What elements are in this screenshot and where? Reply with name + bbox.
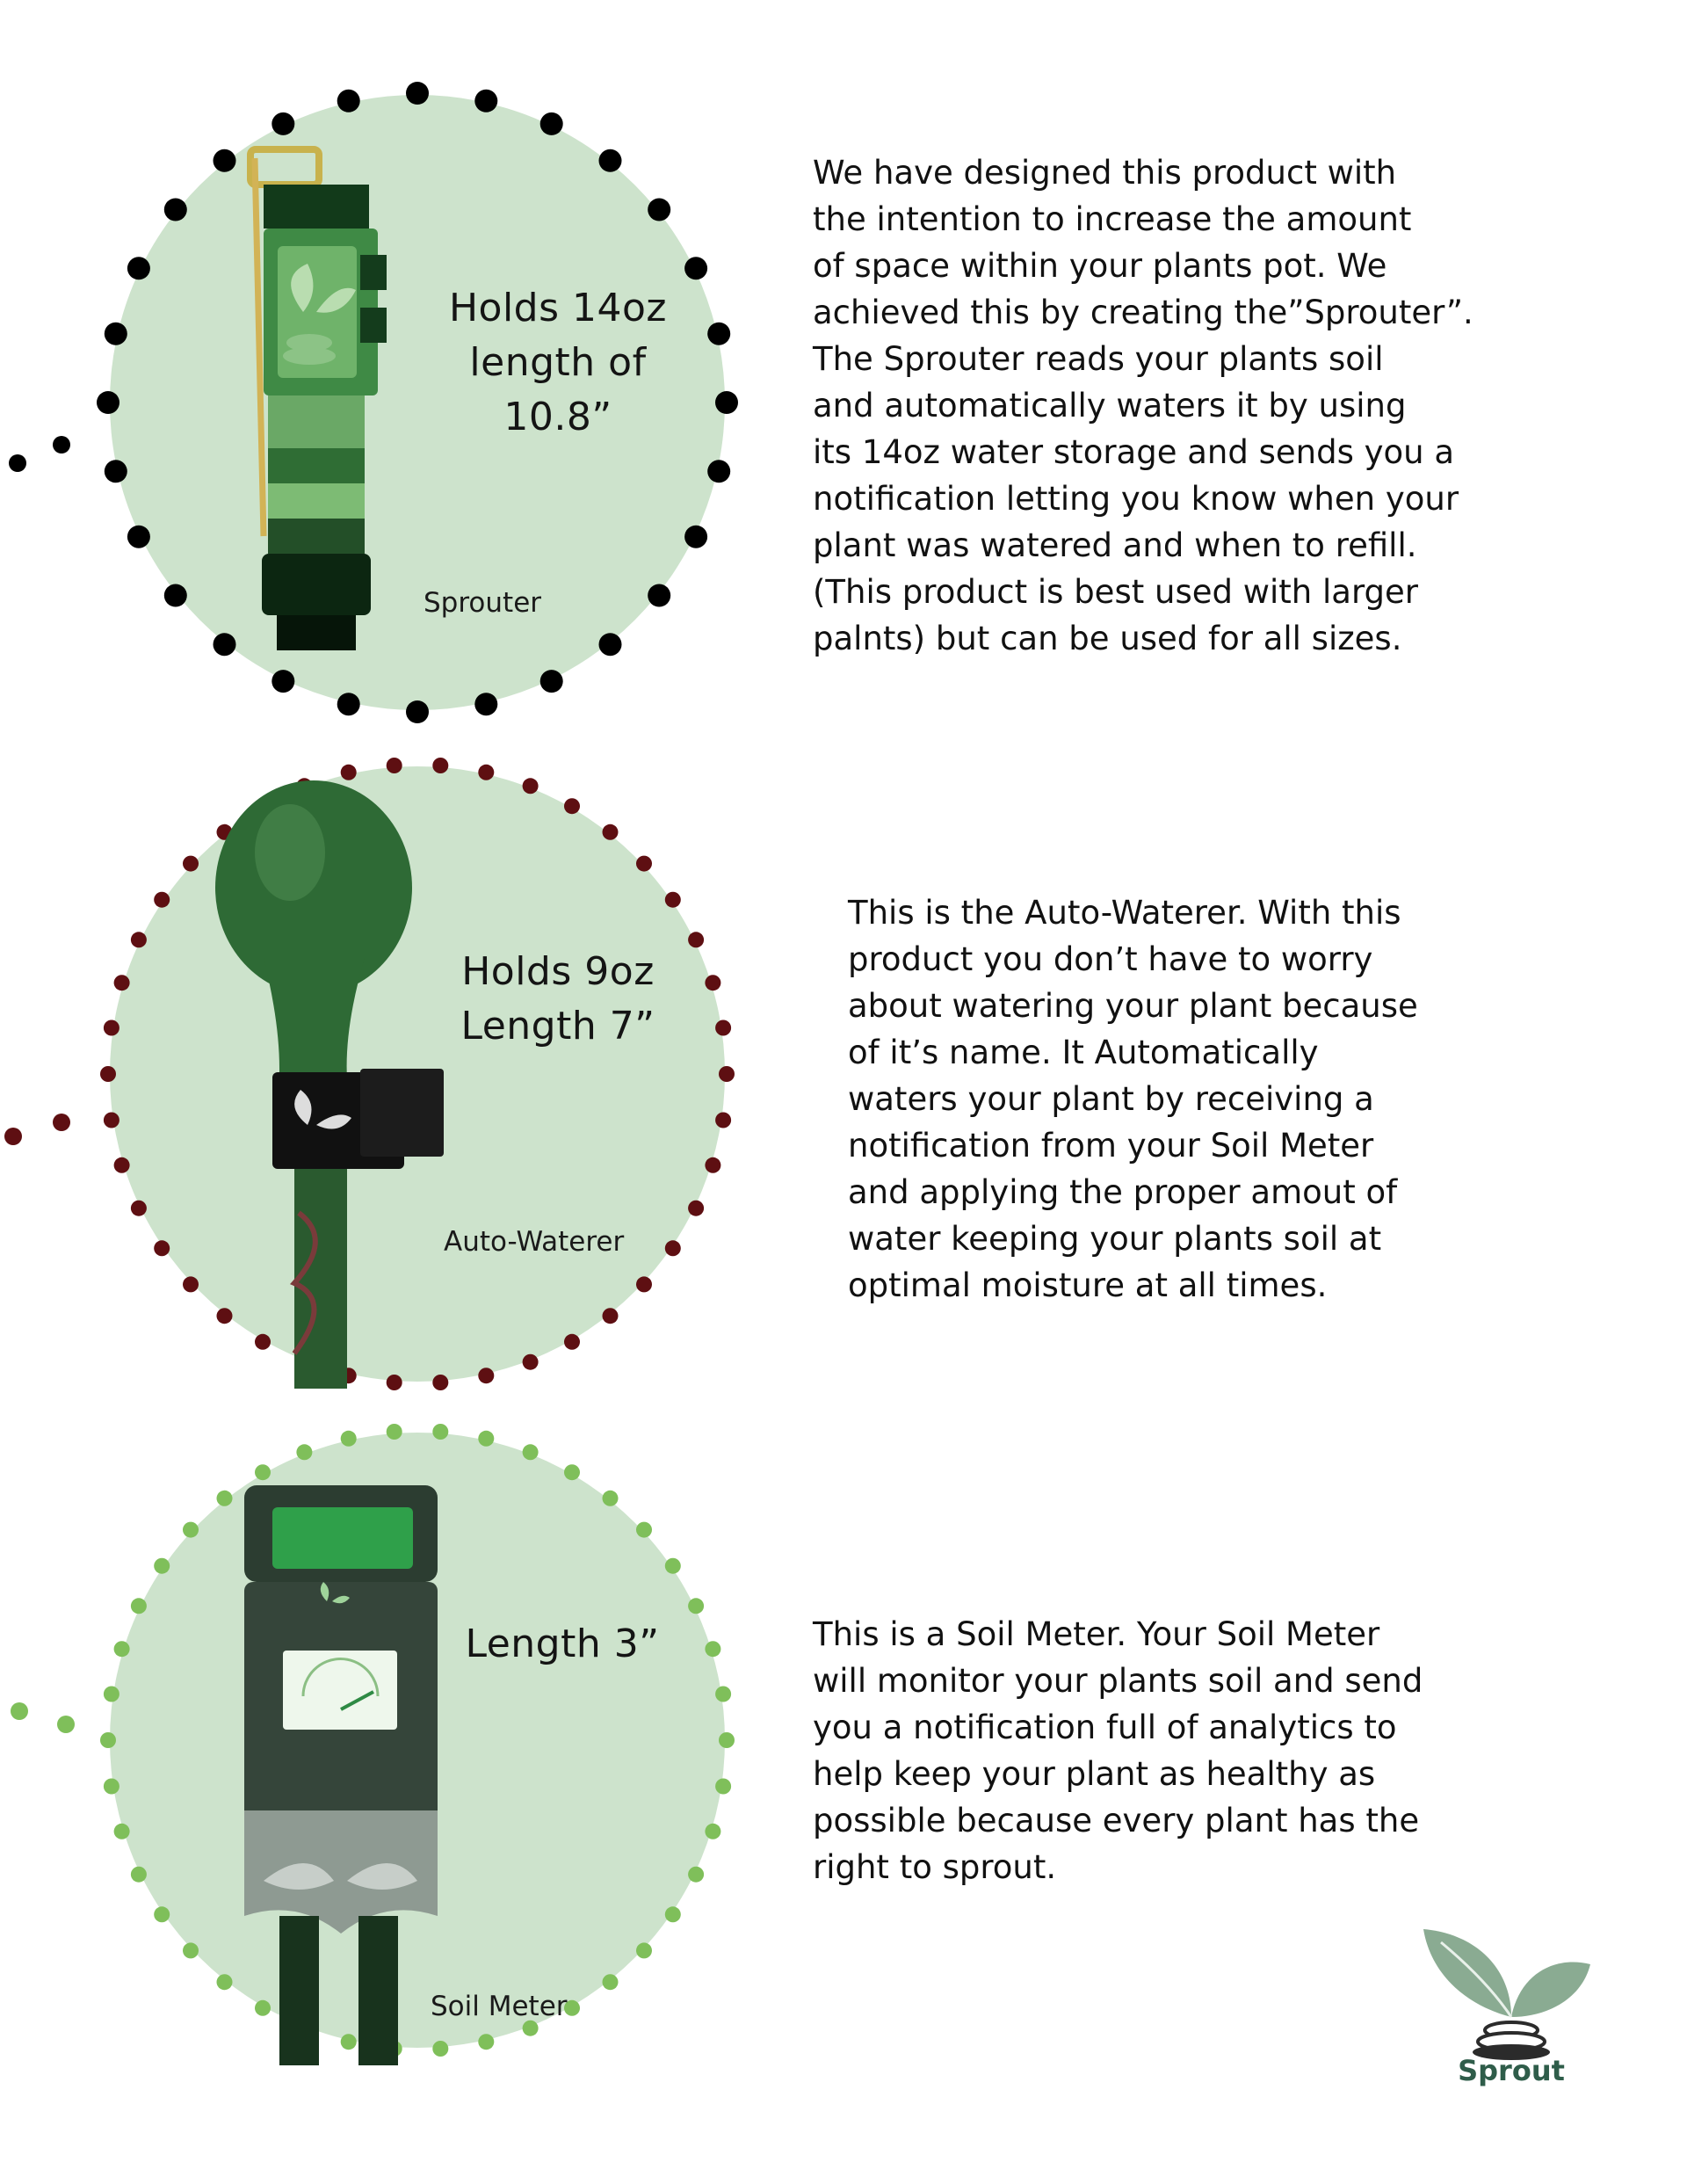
ring-dot	[337, 693, 360, 715]
ring-dot	[217, 1974, 233, 1990]
ring-dot	[183, 1942, 199, 1958]
ring-dot	[217, 1491, 233, 1506]
ring-dot	[100, 1732, 116, 1748]
ring-dot	[636, 856, 652, 872]
ring-dot	[105, 460, 127, 483]
ring-dot	[387, 1375, 402, 1390]
ring-dot	[104, 1113, 119, 1128]
ring-dot	[636, 1942, 652, 1958]
ring-dot	[432, 758, 448, 773]
ring-dot	[154, 1240, 170, 1256]
ring-dot	[478, 1368, 494, 1383]
sprouter-capacity: Holds 14oz	[448, 286, 668, 330]
ring-dot	[705, 1641, 720, 1657]
ring-dot	[665, 892, 681, 908]
ring-dot	[540, 112, 563, 135]
ring-dot	[97, 391, 119, 414]
ring-dot	[127, 526, 150, 548]
soil-meter-circle	[0, 1424, 756, 2074]
ring-dot	[603, 824, 619, 840]
ring-dot	[255, 1464, 271, 1480]
ring-dot	[127, 257, 150, 279]
ring-dot	[688, 1867, 704, 1883]
ring-dot	[183, 1276, 199, 1292]
ring-dot	[665, 1906, 681, 1922]
soil-meter-length: Length 3”	[465, 1622, 660, 1666]
ring-dot	[341, 2034, 357, 2050]
ring-dot	[105, 323, 127, 345]
ring-dot	[154, 1906, 170, 1922]
sprout-logo	[1415, 1920, 1608, 2096]
ring-dot	[665, 1558, 681, 1574]
ring-dot	[564, 1334, 580, 1350]
ring-dot	[715, 391, 738, 414]
ring-dot	[636, 1276, 652, 1292]
ring-dot	[131, 1598, 147, 1614]
ring-dot	[665, 1240, 681, 1256]
ring-dot	[599, 149, 622, 172]
sprouter-length: 10.8”	[503, 395, 612, 439]
ring-dot	[478, 1431, 494, 1447]
ring-dot	[131, 932, 147, 947]
ring-dot	[255, 1334, 271, 1350]
ring-dot	[255, 2000, 271, 2016]
ring-dot	[688, 932, 704, 947]
ring-dot	[474, 693, 497, 715]
ring-dot	[603, 1491, 619, 1506]
ring-dot	[104, 1020, 119, 1036]
ring-dot	[296, 1444, 312, 1460]
ring-dot	[164, 584, 187, 607]
ring-dot	[131, 1867, 147, 1883]
ring-dot	[114, 1157, 130, 1173]
ring-dot	[214, 149, 236, 172]
ring-dot	[478, 2034, 494, 2050]
ring-dot	[648, 584, 670, 607]
ring-dot	[523, 1444, 539, 1460]
ring-dot	[707, 460, 730, 483]
ring-dot	[406, 82, 429, 105]
ring-dot	[183, 856, 199, 872]
ring-dot	[648, 199, 670, 221]
ring-dot	[387, 758, 402, 773]
logo-text: Sprout	[1458, 2054, 1565, 2087]
auto-waterer-description: This is the Auto-Waterer. With this product you don’t have to worry about watering your plant because of it’s name. It Automatically waters your plant by receiving a notification from your Soil Meter and applying the proper amout of water keeping your plants soil at optimal moisture at all times.	[848, 894, 1418, 1304]
ring-dot	[104, 1687, 119, 1702]
ring-dot	[688, 1598, 704, 1614]
ring-dot	[715, 1113, 731, 1128]
ring-dot	[432, 2041, 448, 2057]
ring-dot	[715, 1020, 731, 1036]
ring-dot	[705, 975, 720, 990]
ring-dot	[599, 633, 622, 656]
ring-dot	[131, 1201, 147, 1216]
ring-dot	[564, 1464, 580, 1480]
ring-dot	[164, 199, 187, 221]
ring-dot	[715, 1779, 731, 1795]
ring-dot	[636, 1522, 652, 1538]
auto-waterer-section	[0, 756, 1687, 1424]
ring-dot	[183, 1522, 199, 1538]
ring-dot	[114, 975, 130, 990]
ring-dot	[523, 1354, 539, 1370]
soil-meter-spec	[448, 1617, 677, 1672]
sprouter-section	[0, 0, 1687, 721]
ring-dot	[523, 2021, 539, 2036]
ring-dot	[217, 1308, 233, 1324]
sprouter-caption: Sprouter	[424, 587, 542, 619]
ring-dot	[719, 1732, 735, 1748]
auto-waterer-capacity: Holds 9oz	[461, 949, 655, 994]
ring-dot	[104, 1779, 119, 1795]
sprouter-length-label: length of	[469, 340, 647, 385]
ring-dot	[272, 112, 294, 135]
ring-dot	[114, 1641, 130, 1657]
ring-dot	[272, 670, 294, 693]
ring-dot	[719, 1066, 735, 1082]
soil-meter-description: This is a Soil Meter. Your Soil Meter will monitor your plants soil and send you a notification full of analytics to help keep your plant as healthy as possible because every plant has the right to sprout.	[813, 1615, 1423, 1886]
sprouter-description: We have designed this product with the intention to increase the amount of space within your plants pot. We achieved this by creating the”Sprouter”. The Sprouter reads your plants soil and automatically waters it by using its 14oz water storage and sends you a notification letting you know when your plant was watered and when to refill. (This product is best used with larger palnts) but can be used for all sizes.	[813, 154, 1473, 657]
ring-dot	[715, 1687, 731, 1702]
soil-meter-caption: Soil Meter	[431, 1991, 568, 2022]
ring-dot	[337, 90, 360, 112]
sprout-leaf-icon	[1415, 1920, 1608, 2061]
ring-dot	[684, 257, 707, 279]
ring-dot	[341, 765, 357, 780]
auto-waterer-spec	[431, 945, 685, 1054]
ring-dot	[214, 633, 236, 656]
ring-dot	[432, 1424, 448, 1440]
ring-dot	[564, 798, 580, 814]
ring-dot	[684, 526, 707, 548]
ring-dot	[540, 670, 563, 693]
ring-dot	[432, 1375, 448, 1390]
ring-dot	[474, 90, 497, 112]
sprouter-spec	[431, 281, 685, 445]
ring-dot	[100, 1066, 116, 1082]
ring-dot	[154, 1558, 170, 1574]
auto-waterer-length: Length 7”	[460, 1004, 655, 1048]
ring-dot	[707, 323, 730, 345]
ring-dot	[705, 1157, 720, 1173]
ring-dot	[688, 1201, 704, 1216]
ring-dot	[114, 1824, 130, 1839]
auto-waterer-circle	[0, 756, 756, 1406]
auto-waterer-caption: Auto-Waterer	[444, 1226, 625, 1258]
ring-dot	[603, 1308, 619, 1324]
ring-dot	[603, 1974, 619, 1990]
ring-dot	[387, 1424, 402, 1440]
ring-dot	[478, 765, 494, 780]
ring-dot	[705, 1824, 720, 1839]
ring-dot	[154, 892, 170, 908]
ring-dot	[523, 778, 539, 794]
ring-dot	[406, 700, 429, 723]
ring-dot	[341, 1431, 357, 1447]
